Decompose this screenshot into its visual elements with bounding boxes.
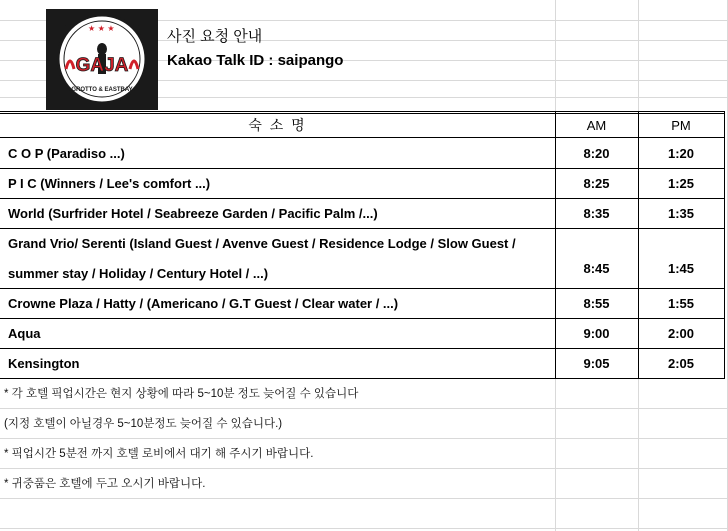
table-border — [0, 348, 724, 349]
table-cell-am: 8:25 — [583, 176, 610, 191]
kakao-id: Kakao Talk ID : saipango — [167, 52, 344, 69]
table-cell-pm: 1:55 — [667, 296, 695, 311]
table-cell-pm: 2:00 — [667, 326, 695, 341]
table-cell-pm: 1:35 — [667, 206, 695, 221]
table-cell-am: 8:55 — [583, 296, 610, 311]
table-border — [724, 111, 725, 379]
note-line: * 귀중품은 호텔에 두고 오시기 바랍니다. — [4, 478, 206, 490]
table-cell-pm: 1:20 — [667, 146, 695, 161]
table-border — [0, 113, 724, 114]
table-cell-name: Crowne Plaza / Hatty / (Americano / G.T Guest / Clear water / ...) — [8, 296, 399, 311]
table-border — [0, 198, 724, 199]
table-cell-am: 8:20 — [583, 146, 610, 161]
table-cell-pm: 1:45 — [667, 261, 695, 276]
table-cell-name: Aqua — [8, 326, 41, 341]
logo-subtext: GROTTO & EASTBAY — [71, 87, 133, 93]
gridline — [0, 528, 728, 529]
table-cell-name: Kensington — [8, 356, 80, 371]
table-cell-am: 9:00 — [583, 326, 610, 341]
svg-text:★ ★ ★: ★ ★ ★ — [88, 24, 115, 33]
gridline — [0, 408, 728, 409]
logo-text: GAJA — [75, 55, 129, 76]
table-border — [0, 137, 724, 138]
note-line: * 픽업시간 5분전 까지 호텔 로비에서 대기 해 주시기 바랍니다. — [4, 448, 314, 460]
table-cell-am: 9:05 — [583, 356, 610, 371]
table-cell-am: 8:35 — [583, 206, 610, 221]
table-cell-name: P I C (Winners / Lee's comfort ...) — [8, 176, 211, 191]
table-cell-pm: 1:25 — [667, 176, 695, 191]
header-pm: PM — [671, 118, 691, 133]
gridline — [0, 498, 728, 499]
table-border — [0, 318, 724, 319]
table-border — [0, 288, 724, 289]
table-cell-name: summer stay / Holiday / Century Hotel / ...) — [8, 266, 269, 281]
gridline — [0, 468, 728, 469]
header-am: AM — [586, 118, 607, 133]
note-line: * 각 호텔 픽업시간은 현지 상황에 따라 5~10분 정도 늦어질 수 있습니다 — [4, 388, 359, 400]
gridline — [0, 438, 728, 439]
gaja-logo — [46, 9, 158, 110]
table-border — [0, 111, 724, 112]
table-border — [0, 228, 724, 229]
header-name: 숙 소 명 — [248, 117, 307, 133]
note-line: (지정 호텔이 아닐경우 5~10분정도 늦어질 수 있습니다.) — [4, 418, 283, 430]
page-title: 사진 요청 안내 — [167, 28, 263, 45]
table-cell-pm: 2:05 — [667, 356, 695, 371]
table-cell-name: C O P (Paradiso ...) — [8, 146, 125, 161]
table-cell-name: Grand Vrio/ Serenti (Island Guest / Avenve Guest / Residence Lodge / Slow Guest / — [8, 236, 516, 251]
table-cell-am: 8:45 — [583, 261, 610, 276]
table-border — [0, 378, 724, 379]
table-cell-name: World (Surfrider Hotel / Seabreeze Garden / Pacific Palm /...) — [8, 206, 378, 221]
table-border — [0, 168, 724, 169]
